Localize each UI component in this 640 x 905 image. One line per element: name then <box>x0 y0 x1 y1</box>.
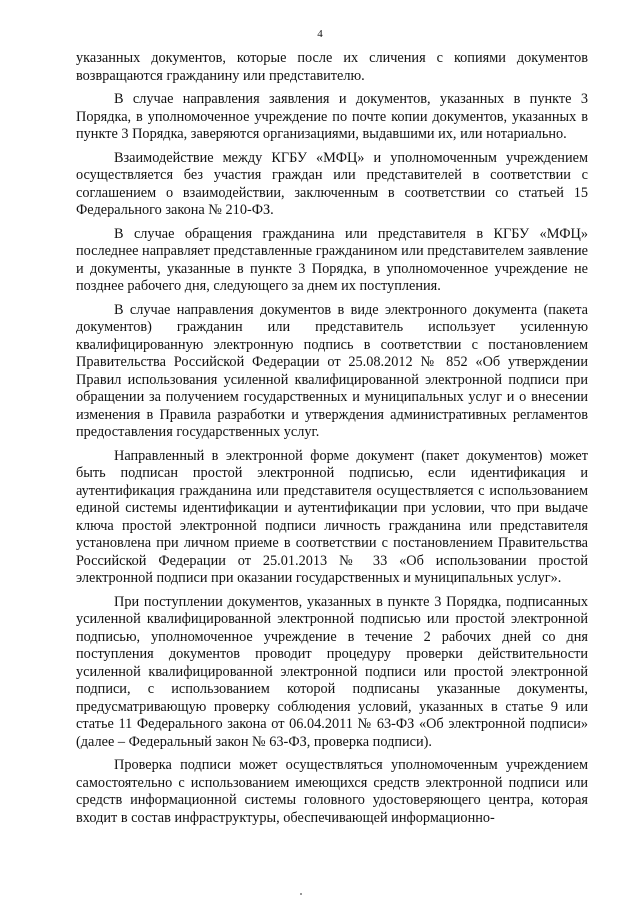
paragraph-2: В случае направления заявления и документов, указанных в пункте 3 Порядка, в уполномоченное учреждение по почте копии документов, указанных в пункте 3 Порядка, заверяются организациями, выдавшими их, или нотариально. <box>76 91 588 142</box>
paragraph-6: Направленный в электронной форме документ (пакет документов) может быть подписан простой электронной подписью, если идентификация и аутентификация гражданина или представителя осуществляется с использованием единой системы идентификации и аутентификации при условии, что при выдаче ключа простой электронной подписи личность гражданина или представителя установлена при личном приеме в соответствии с постановлением Правительства Российской Федерации от 25.01.2013 № 33 «Об использовании простой электронной подписи при оказании государственных и муниципальных услуг». <box>76 447 588 586</box>
paragraph-5: В случае направления документов в виде электронного документа (пакета документов) гражданин или представитель использует усиленную квалифицированную электронную подпись в соответствии с постановлением Правительства Российской Федерации от 25.08.2012 № 852 «Об утверждении Правил использования усиленной квалифицированной электронной подписи при обращении за получением государственных и муниципальных услуг и о внесении изменения в Правила разработки и утверждения административных регламентов предоставления государственных услуг. <box>76 301 588 440</box>
paragraph-8: Проверка подписи может осуществляться уполномоченным учреждением самостоятельно с использованием имеющихся средств электронной подписи или средств информационной системы головного удостоверяющего центра, которая входит в состав инфраструктуры, обеспечивающей информационно- <box>76 757 588 826</box>
paragraph-1: указанных документов, которые после их сличения с копиями документов возвращаются гражданину или представителю. <box>76 50 588 84</box>
paragraph-4: В случае обращения гражданина или представителя в КГБУ «МФЦ» последнее направляет представленные гражданином или представителем заявление и документы, указанные в пункте 3 Порядка, в уполномоченное учреждение не позднее рабочего дня, следующего за днем их поступления. <box>76 225 588 294</box>
paragraph-7: При поступлении документов, указанных в пункте 3 Порядка, подписанных усиленной квалифицированной электронной подписью или простой электронной подписью, уполномоченное учреждение в течение 2 рабочих дней со дня поступления документов проводит процедуру проверки действительности усиленной квалифицированной электронной подписи или простой электронной подписи, с использованием которой подписаны указанные документы, предусматривающую проверку соблюдения условий, указанных в статье 9 или статье 11 Федерального закона от 06.04.2011 № 63-ФЗ «Об электронной подписи» (далее – Федеральный закон № 63-ФЗ, проверка подписи). <box>76 593 588 750</box>
scan-speck <box>300 893 302 895</box>
page-number: 4 <box>317 28 323 40</box>
document-body <box>76 50 588 833</box>
paragraph-3: Взаимодействие между КГБУ «МФЦ» и уполномоченным учреждением осуществляется без участия граждан или представителей в соответствии с соглашением о взаимодействии, заключенным в соответствии со статьей 15 Федерального закона № 210-ФЗ. <box>76 149 588 218</box>
